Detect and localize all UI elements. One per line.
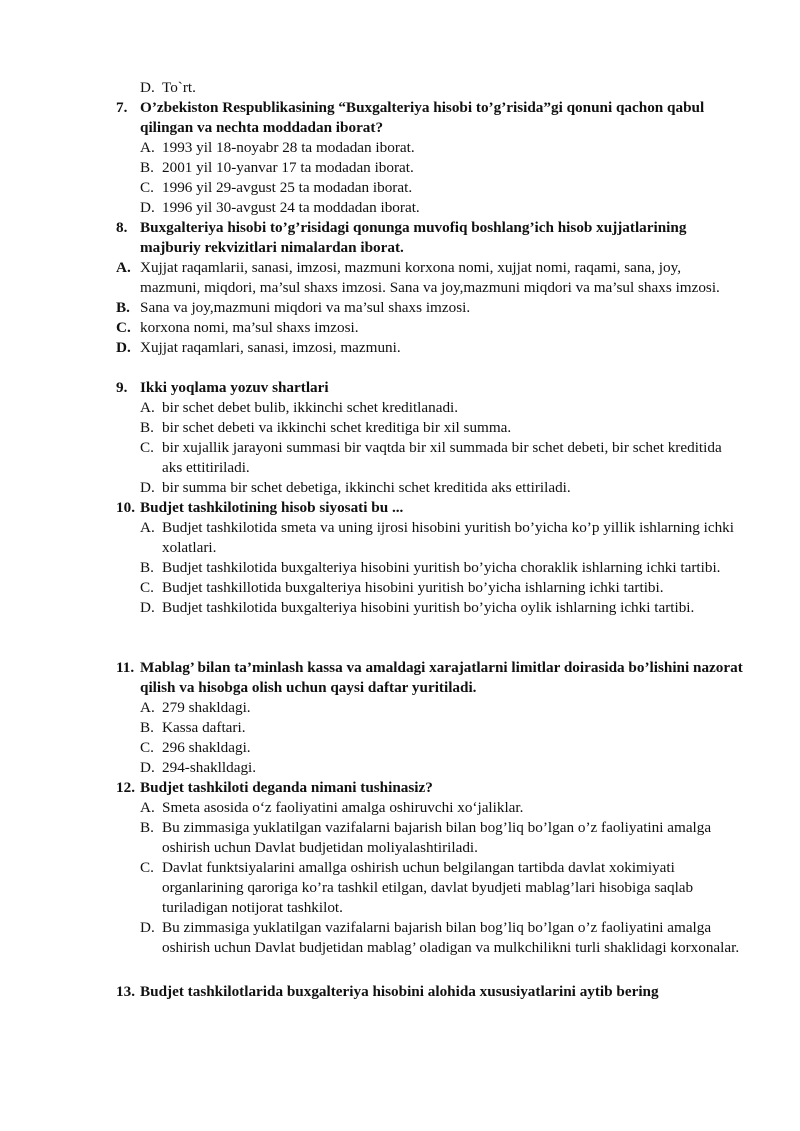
option-letter: C. (116, 319, 131, 336)
option-text: Budjet tashkilotida buxgalteriya hisobini yuritish bo’yicha oylik ishlarning ichki tartibi. (162, 599, 695, 616)
option-letter: B. (140, 419, 154, 436)
option-text: Bu zimmasiga yuklatilgan vazifalarni bajarish bilan bog’liq bo’lgan o’z faoliyatini amalga oshirish uchun Davlat budjetidan moliyalashtiriladi. (162, 819, 712, 856)
option-text: bir schet debet bulib, ikkinchi schet kreditlanadi. (162, 399, 459, 416)
option-text: 296 shakldagi. (162, 739, 251, 756)
option-text: Budjet tashkilotida buxgalteriya hisobini yuritish bo’yicha choraklik ishlarning ichki tartibi. (162, 559, 721, 576)
answer-option (0, 478, 800, 498)
question-number: 9. (116, 379, 128, 396)
options-list (0, 698, 800, 778)
answer-option (0, 818, 800, 858)
option-letter: D. (116, 339, 131, 356)
options-list (0, 518, 800, 618)
answer-option (0, 138, 800, 158)
option-letter: A. (140, 399, 155, 416)
answer-option (0, 598, 800, 618)
answer-option (0, 798, 800, 818)
option-letter: D. (140, 199, 155, 216)
answer-option (0, 578, 800, 598)
option-letter: C. (140, 439, 154, 456)
answer-option (0, 418, 800, 438)
option-letter: C. (140, 579, 154, 596)
option-text: Xujjat raqamlarii, sanasi, imzosi, mazmuni korxona nomi, xujjat nomi, raqami, sana, joy, mazmuni, miqdori, ma’sul shaxs imzosi. Sana va joy,mazmuni miqdori va ma’sul shaxs imzosi. (140, 259, 720, 296)
option-text: Kassa daftari. (162, 719, 246, 736)
option-letter: C. (140, 179, 154, 196)
question-number: 8. (116, 219, 128, 236)
question-10 (116, 498, 744, 518)
answer-option (0, 318, 800, 338)
answer-option (0, 258, 800, 298)
option-letter: A. (140, 139, 155, 156)
answer-option (0, 518, 800, 558)
question-12 (116, 778, 744, 798)
answer-option (0, 858, 800, 918)
answer-option (0, 298, 800, 318)
question-text: Mablag’ bilan ta’minlash kassa va amaldagi xarajatlarni limitlar doirasida bo’lishini nazorat qilish va hisobga olish uchun qaysi daftar yuritiladi. (140, 659, 743, 696)
option-text: 1996 yil 30-avgust 24 ta moddadan iborat. (162, 199, 420, 216)
question-text: Buxgalteriya hisobi to’g’risidagi qonunga muvofiq boshlang’ich hisob xujjatlarining majburiy rekvizitlari nimalardan iborat. (140, 219, 687, 256)
option-letter: A. (140, 699, 155, 716)
options-list (0, 798, 800, 958)
option-text: 1993 yil 18-noyabr 28 ta modadan iborat. (162, 139, 415, 156)
answer-option (140, 78, 196, 98)
option-text: bir schet debeti va ikkinchi schet kreditiga bir xil summa. (162, 419, 512, 436)
option-letter: D. (140, 479, 155, 496)
option-text: Budjet tashkilotida smeta va uning ijrosi hisobini yuritish bo’yicha ko’p yillik ishlarning ichki xolatlari. (162, 519, 735, 556)
answer-option (0, 438, 800, 478)
option-letter: C. (140, 739, 154, 756)
option-letter: D. (140, 599, 155, 616)
option-text: Bu zimmasiga yuklatilgan vazifalarni bajarish bilan bog’liq bo’lgan o’z faoliyatini amalga oshirish uchun Davlat budjetidan mablag’ oladigan va mulkchilikni turli shaklidagi korxonalar. (162, 919, 740, 956)
answer-option (0, 918, 800, 958)
question-number: 13. (116, 983, 135, 1000)
question-number: 7. (116, 99, 128, 116)
option-letter: D. (140, 919, 155, 936)
option-letter: A. (116, 259, 131, 276)
option-letter: B. (140, 159, 154, 176)
answer-option (0, 718, 800, 738)
options-list (0, 398, 800, 498)
option-letter: D. (140, 79, 155, 96)
answer-option (0, 338, 800, 358)
option-letter: B. (140, 819, 154, 836)
question-9 (116, 378, 744, 398)
option-letter: A. (140, 799, 155, 816)
option-text: Smeta asosida o‘z faoliyatini amalga oshiruvchi xo‘jaliklar. (162, 799, 524, 816)
question-number: 11. (116, 659, 135, 676)
question-7 (116, 98, 744, 138)
answer-option (0, 758, 800, 778)
option-text: 1996 yil 29-avgust 25 ta modadan iborat. (162, 179, 413, 196)
question-8 (116, 218, 716, 258)
question-text: Ikki yoqlama yozuv shartlari (140, 379, 329, 396)
answer-option (0, 698, 800, 718)
option-letter: B. (140, 719, 154, 736)
answer-option (0, 178, 800, 198)
question-number: 10. (116, 499, 135, 516)
option-text: Xujjat raqamlari, sanasi, imzosi, mazmuni. (140, 339, 401, 356)
option-text: To`rt. (162, 79, 196, 96)
option-text: 279 shakldagi. (162, 699, 251, 716)
answer-option (0, 158, 800, 178)
option-text: 2001 yil 10-yanvar 17 ta modadan iborat. (162, 159, 414, 176)
option-text: Sana va joy,mazmuni miqdori va ma’sul shaxs imzosi. (140, 299, 471, 316)
option-text: bir summa bir schet debetiga, ikkinchi schet kreditida aks ettiriladi. (162, 479, 571, 496)
option-text: Budjet tashkillotida buxgalteriya hisobini yuritish bo’yicha ishlarning ichki tartibi. (162, 579, 664, 596)
question-11 (116, 658, 744, 698)
option-text: 294-shaklldagi. (162, 759, 257, 776)
option-letter: A. (140, 519, 155, 536)
options-list (0, 258, 800, 358)
question-text: O’zbekiston Respublikasining “Buxgalteriya hisobi to’g’risida”gi qonuni qachon qabul qilingan va nechta moddadan iborat? (140, 99, 705, 136)
option-letter: B. (140, 559, 154, 576)
option-text: korxona nomi, ma’sul shaxs imzosi. (140, 319, 359, 336)
option-text: bir xujallik jarayoni summasi bir vaqtda bir xil summada bir schet debeti, bir schet kreditida aks ettitiriladi. (162, 439, 722, 476)
options-list (0, 138, 800, 218)
option-letter: B. (116, 299, 130, 316)
answer-option (0, 398, 800, 418)
option-letter: D. (140, 759, 155, 776)
question-text: Budjet tashkilotlarida buxgalteriya hisobini alohida xususiyatlarini aytib bering (140, 983, 659, 1000)
option-text: Davlat funktsiyalarini amallga oshirish uchun belgilangan tartibda davlat xokimiyati organlarining qaroriga ko’ra tashkil etilgan, davlat byudjeti mablag’lari hisobiga saqlab turiladigan notijorat tashkilot. (162, 859, 694, 916)
question-text: Budjet tashkilotining hisob siyosati bu ... (140, 499, 404, 516)
option-letter: C. (140, 859, 154, 876)
question-number: 12. (116, 779, 135, 796)
question-text: Budjet tashkiloti deganda nimani tushinasiz? (140, 779, 433, 796)
answer-option (0, 198, 800, 218)
question-13 (116, 982, 756, 1002)
answer-option (0, 738, 800, 758)
answer-option (0, 558, 800, 578)
